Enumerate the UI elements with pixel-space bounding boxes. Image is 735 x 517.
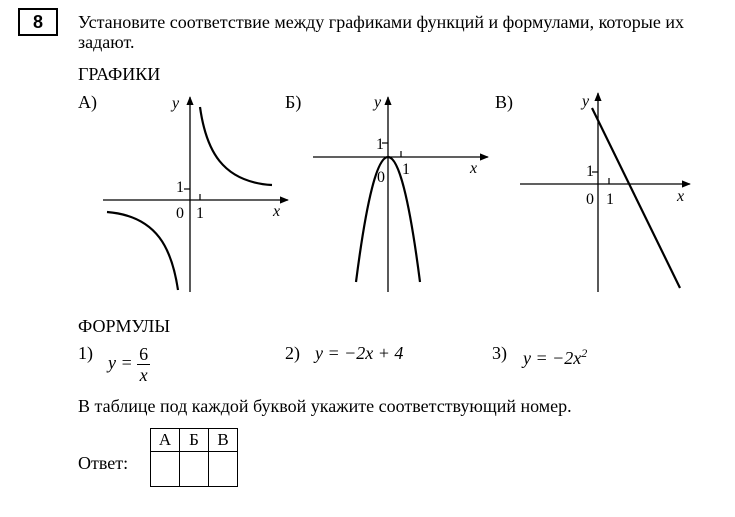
formula-3-base: y = −2x [523,348,582,368]
formula-3 [523,346,587,369]
graph-v-label: В) [495,92,513,112]
answer-header-row [151,429,238,452]
graph-a [103,95,288,292]
graph-b-label: Б) [285,92,302,112]
graph-a-curve-right [200,107,272,185]
task-text: Установите соответствие между графиками функций и формулами, которые их задают. [78,12,685,52]
formula-2: y = −2x + 4 [315,343,404,363]
answer-cell-b[interactable] [180,452,209,487]
formula-1-numerator: 6 [139,344,149,364]
graph-b-tick-x-label: 1 [402,161,410,178]
task-number: 8 [18,8,58,36]
formula-3-label: 3) [492,343,507,363]
graph-b [313,94,488,292]
graph-b-axis-x-label: x [470,160,478,177]
graph-v-tick-x-label: 1 [606,191,614,208]
formula-1-denominator: x [139,365,148,385]
formula-3-exponent: 2 [581,346,588,360]
answer-cell-a[interactable] [151,452,180,487]
answer-input-row [151,452,238,487]
answer-cell-v[interactable] [209,452,238,487]
graph-v [520,93,690,292]
graph-a-axis-x-label: x [273,203,281,220]
formula-1-label: 1) [78,343,93,363]
graphs-heading: ГРАФИКИ [78,64,161,84]
graph-a-tick-y-label: 1 [176,179,184,196]
formula-1 [108,344,150,385]
graph-v-origin-label: 0 [586,191,594,208]
formulas-heading: ФОРМУЛЫ [78,316,171,336]
formula-1-fraction [137,344,150,385]
graph-a-tick-x-label: 1 [196,205,204,222]
graph-a-label: А) [78,92,97,112]
graph-a-curve-left [107,212,178,290]
graph-v-tick-y-label: 1 [586,163,594,180]
formula-2-label: 2) [285,343,300,363]
graph-b-axis-y-label: y [374,94,382,111]
graph-a-axis-y-label: y [172,95,180,112]
answer-header-b: Б [180,429,209,452]
graph-v-axis-y-label: y [582,93,590,110]
graph-v-axis-x-label: x [677,188,685,205]
formula-1-lhs: y = [108,352,138,373]
answer-table [150,428,238,487]
instruction: В таблице под каждой буквой укажите соответствующий номер. [78,396,572,416]
answer-label: Ответ: [78,453,129,473]
graph-a-origin-label: 0 [176,205,184,222]
answer-header-a: А [151,429,180,452]
answer-header-v: В [209,429,238,452]
graph-b-origin-label: 0 [377,169,385,186]
graph-b-tick-y-label: 1 [376,136,384,153]
